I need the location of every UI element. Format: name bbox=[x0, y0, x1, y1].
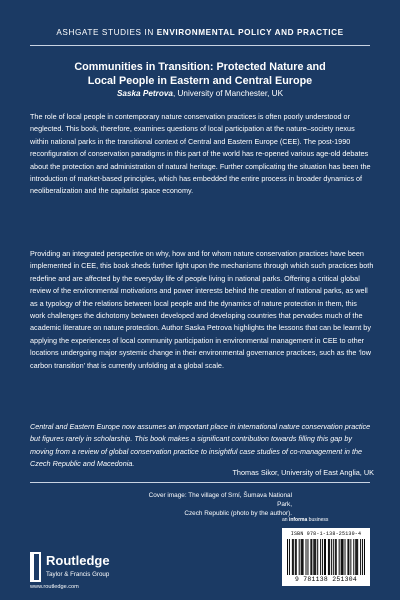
book-title bbox=[20, 61, 380, 88]
isbn-barcode bbox=[282, 528, 370, 586]
barcode-bar bbox=[315, 539, 316, 575]
review-attribution: Thomas Sikor, University of East Anglia, UK bbox=[232, 468, 374, 477]
barcode-bar bbox=[345, 539, 346, 575]
barcode-bar bbox=[303, 539, 304, 575]
informa-prefix: an bbox=[282, 517, 289, 523]
barcode-bar bbox=[289, 539, 290, 575]
top-divider bbox=[30, 45, 370, 46]
cover-credit-line1: Cover image: The village of Srní, Šumava National Park, bbox=[148, 492, 292, 508]
barcode-bar bbox=[341, 539, 342, 575]
barcode-bar bbox=[356, 539, 357, 575]
barcode-bar bbox=[350, 539, 351, 575]
author-name: Saska Petrova bbox=[116, 89, 173, 98]
series-heading bbox=[0, 28, 400, 37]
barcode-bar bbox=[324, 539, 325, 575]
cover-image-credit bbox=[140, 491, 292, 518]
barcode-bar bbox=[296, 539, 297, 575]
barcode-bar bbox=[342, 539, 343, 575]
barcode-bar bbox=[292, 539, 293, 575]
barcode-bar bbox=[325, 539, 326, 575]
barcode-bar bbox=[329, 539, 330, 575]
barcode-bar bbox=[331, 539, 332, 575]
description-paragraph-1: The role of local people in contemporary nature conservation practices is often poorly understood or neglected. This book, therefore, examines questions of local participation at the nature–society nexus within national parks in the transitional context of Central and Eastern Europe (CEE). The post-1990 reconfiguration of conservation paradigms in this part of the world has re-opened various age-old debates about the protection and administration of natural heritage. Further complicating the situation has been the introduction of market-based principles, which has embedded the entire process in broader dynamics of neoliberalization and the capitalist space economy. bbox=[30, 112, 371, 196]
barcode-bar bbox=[307, 539, 308, 575]
barcode-bar bbox=[333, 539, 334, 575]
barcode-bar bbox=[362, 539, 363, 575]
author-affiliation: , University of Manchester, UK bbox=[172, 89, 284, 98]
publisher-group: Taylor & Francis Group bbox=[46, 571, 110, 578]
barcode-digits: 9 781138 251304 bbox=[294, 576, 358, 583]
barcode-bar bbox=[360, 539, 361, 575]
author-line bbox=[0, 89, 400, 98]
book-title-line1: Communities in Transition: Protected Nature and bbox=[74, 61, 326, 73]
barcode-bar bbox=[364, 539, 365, 575]
series-name: ENVIRONMENTAL POLICY AND PRACTICE bbox=[156, 28, 344, 37]
isbn-text: ISBN 978-1-138-25130-4 bbox=[290, 531, 362, 537]
barcode-bar bbox=[287, 539, 288, 575]
barcode-bar bbox=[328, 539, 329, 575]
barcode-bar bbox=[310, 539, 311, 575]
barcode-bar bbox=[353, 539, 354, 575]
informa-brand: informa bbox=[288, 517, 308, 523]
series-prefix: ASHGATE STUDIES IN bbox=[56, 28, 157, 37]
barcode-bar bbox=[302, 539, 303, 575]
book-title-line2: Local People in Eastern and Central Europe bbox=[87, 74, 313, 87]
barcode-bar bbox=[313, 539, 314, 575]
barcode-bar bbox=[301, 539, 302, 575]
barcode-bars bbox=[287, 539, 365, 575]
barcode-bar bbox=[322, 539, 323, 575]
review-quote: Central and Eastern Europe now assumes an important place in international nature conservation practice but figures rarely in scholarship. This book makes a significant contribution towards filling this gap by moving from a review of global conservation practice to insightful case studies of co-management in the Czech Republic and Macedonia. bbox=[30, 422, 371, 469]
barcode-bar bbox=[339, 539, 340, 575]
informa-suffix: business bbox=[307, 517, 329, 523]
barcode-bar bbox=[347, 539, 348, 575]
description-paragraph-2: Providing an integrated perspective on why, how and for whom nature conservation practices have been implemented in CEE, this book sheds further light upon the mechanisms through which such practices both redefine and are affected by the everyday life of people living in national parks. Offering a critical global review of the environmental motivations and power interests behind the creation of national parks, as well as a typology of the relations between local people and the dynamics of nature protection in them, this work challenges the dichotomy between developed and developing countries that pervades much of the academic literature on nature protection. Author Saska Petrova highlights the lessons that can be learnt by applying the experiences of local community participation in environmental management in CEE to other locations undergoing major systemic change in their environmental governance practices, such as the ‘low carbon transition’ that is currently unfolding at a global scale. bbox=[30, 249, 374, 370]
publisher-url: www.routledge.com bbox=[30, 584, 79, 590]
barcode-bar bbox=[295, 539, 296, 575]
barcode-bar bbox=[348, 539, 349, 575]
barcode-bar bbox=[335, 539, 336, 575]
publisher-name: Routledge bbox=[46, 553, 110, 568]
barcode-bar bbox=[320, 539, 321, 575]
informa-tagline bbox=[282, 517, 328, 523]
bottom-divider bbox=[30, 482, 370, 483]
barcode-bar bbox=[311, 539, 312, 575]
barcode-bar bbox=[357, 539, 358, 575]
barcode-bar bbox=[299, 539, 300, 575]
routledge-logo-icon bbox=[30, 552, 42, 582]
barcode-bar bbox=[355, 539, 356, 575]
barcode-bar bbox=[314, 539, 315, 575]
barcode-bar bbox=[343, 539, 344, 575]
barcode-bar bbox=[336, 539, 337, 575]
cover-credit-line2: Czech Republic (photo by the author). bbox=[184, 510, 292, 517]
barcode-bar bbox=[317, 539, 318, 575]
barcode-bar bbox=[306, 539, 307, 575]
barcode-bar bbox=[293, 539, 294, 575]
